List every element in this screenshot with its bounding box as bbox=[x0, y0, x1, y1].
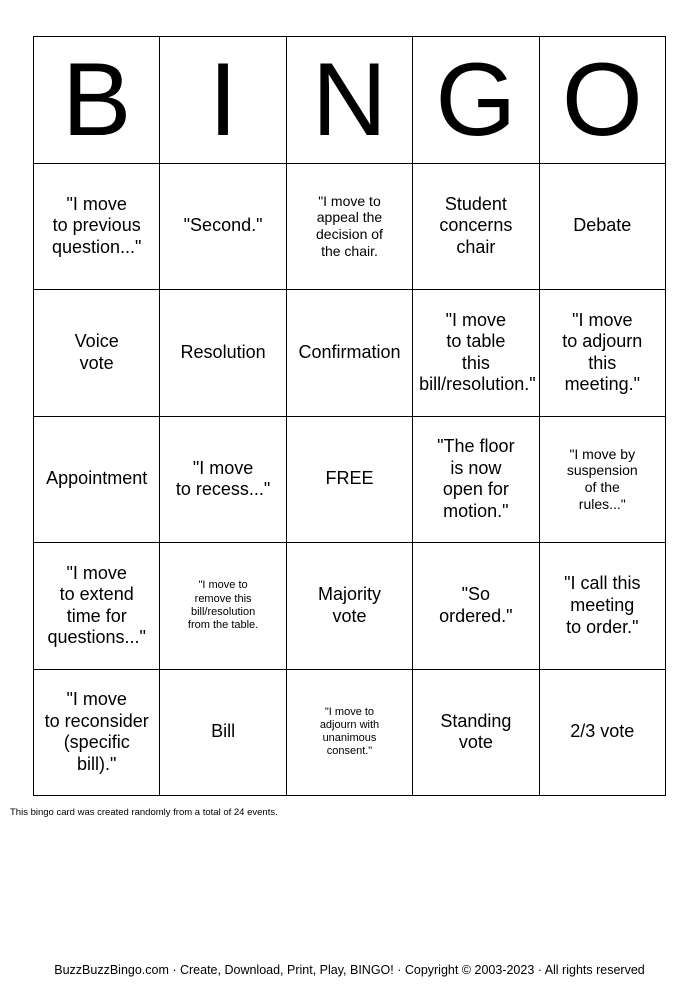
card-row bbox=[34, 543, 666, 670]
card-note: This bingo card was created randomly from a total of 24 events. bbox=[10, 807, 278, 818]
bingo-grid bbox=[34, 37, 666, 796]
bingo-cell-i5: Bill bbox=[160, 669, 286, 796]
bingo-cell-n3: FREE bbox=[286, 416, 412, 543]
header-letter-i: I bbox=[160, 37, 286, 164]
bingo-cell-o5: 2/3 vote bbox=[539, 669, 665, 796]
bingo-cell-o2: "I move to adjourn this meeting." bbox=[539, 290, 665, 417]
card-row bbox=[34, 416, 666, 543]
bingo-cell-i4: "I move to remove this bill/resolution from the table. bbox=[160, 543, 286, 670]
bingo-cell-o3: "I move by suspension of the rules..." bbox=[539, 416, 665, 543]
bingo-cell-g4: "So ordered." bbox=[413, 543, 539, 670]
page-footer: BuzzBuzzBingo.com · Create, Download, Print, Play, BINGO! · Copyright © 2003-2023 · All rights reserved bbox=[54, 963, 645, 977]
header-letter-g: G bbox=[413, 37, 539, 164]
bingo-cell-n4: Majority vote bbox=[286, 543, 412, 670]
bingo-cell-o4: "I call this meeting to order." bbox=[539, 543, 665, 670]
header-letter-o: O bbox=[539, 37, 665, 164]
card-row bbox=[34, 163, 666, 290]
bingo-cell-g1: Student concerns chair bbox=[413, 163, 539, 290]
card-row bbox=[34, 290, 666, 417]
bingo-cell-b4: "I move to extend time for questions..." bbox=[34, 543, 160, 670]
header-row bbox=[34, 37, 666, 164]
bingo-cell-g2: "I move to table this bill/resolution." bbox=[413, 290, 539, 417]
bingo-cell-b2: Voice vote bbox=[34, 290, 160, 417]
bingo-cell-n5: "I move to adjourn with unanimous consent." bbox=[286, 669, 412, 796]
bingo-cell-n2: Confirmation bbox=[286, 290, 412, 417]
bingo-cell-i3: "I move to recess..." bbox=[160, 416, 286, 543]
bingo-cell-b1: "I move to previous question..." bbox=[34, 163, 160, 290]
header-letter-b: B bbox=[34, 37, 160, 164]
bingo-cell-b3: Appointment bbox=[34, 416, 160, 543]
bingo-cell-b5: "I move to reconsider (specific bill)." bbox=[34, 669, 160, 796]
card-row bbox=[34, 669, 666, 796]
bingo-cell-o1: Debate bbox=[539, 163, 665, 290]
bingo-cell-g5: Standing vote bbox=[413, 669, 539, 796]
bingo-card bbox=[33, 36, 666, 796]
bingo-cell-g3: "The floor is now open for motion." bbox=[413, 416, 539, 543]
bingo-cell-i2: Resolution bbox=[160, 290, 286, 417]
bingo-cell-i1: "Second." bbox=[160, 163, 286, 290]
bingo-cell-n1: "I move to appeal the decision of the chair. bbox=[286, 163, 412, 290]
header-letter-n: N bbox=[286, 37, 412, 164]
